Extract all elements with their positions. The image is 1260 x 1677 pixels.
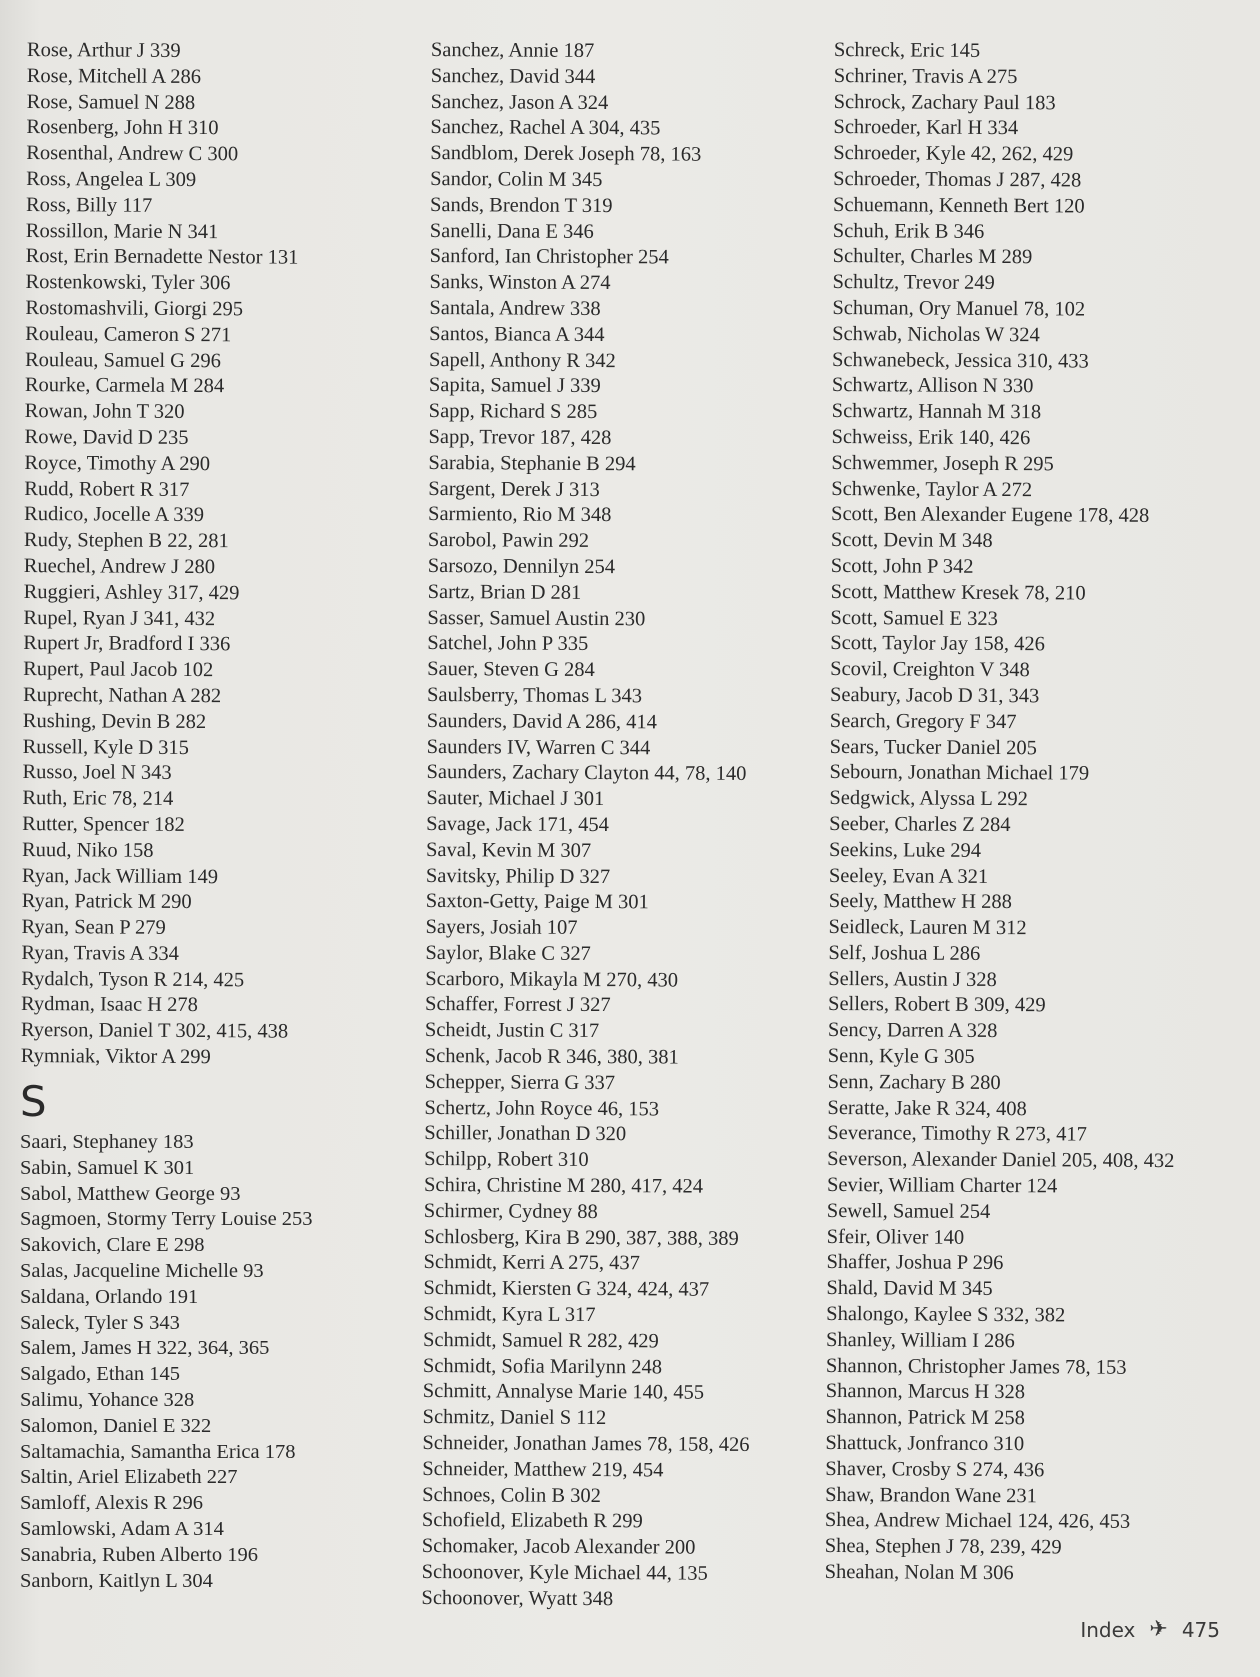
index-entry: Seekins, Luke 294	[828, 838, 982, 862]
index-entry: Russell, Kyle D 315	[22, 735, 190, 759]
index-entry: Shattuck, Jonfranco 310	[825, 1432, 1025, 1456]
index-entry: Sasser, Samuel Austin 230	[427, 606, 646, 630]
index-entry: Schmitt, Annalyse Marie 140, 455	[422, 1380, 705, 1405]
index-entry: Sewell, Samuel 254	[826, 1199, 991, 1223]
index-column-3	[825, 38, 1224, 1588]
index-column-1-s-section	[20, 1130, 400, 1594]
index-entry: Rose, Mitchell A 286	[26, 64, 202, 88]
index-entry: Seeley, Evan A 321	[828, 864, 989, 888]
index-entry: Rouleau, Samuel G 296	[24, 348, 221, 372]
index-entry: Savitsky, Philip D 327	[425, 864, 611, 888]
index-entry: Shea, Andrew Michael 124, 426, 453	[824, 1509, 1131, 1534]
index-entry: Saari, Stephaney 183	[20, 1131, 194, 1153]
index-entry: Scott, Devin M 348	[830, 529, 993, 553]
index-entry: Schulter, Charles M 289	[832, 245, 1033, 269]
index-entry: Rouleau, Cameron S 271	[25, 322, 232, 347]
index-entry: Rourke, Carmela M 284	[24, 374, 225, 398]
index-column-1	[21, 38, 407, 1072]
index-entry: Rudd, Robert R 317	[24, 477, 190, 501]
index-entry: Ross, Angelea L 309	[26, 167, 197, 192]
index-entry: Sanford, Ian Christopher 254	[429, 245, 669, 269]
index-entry: Schirmer, Cydney 88	[423, 1199, 598, 1223]
index-entry: Ryan, Sean P 279	[21, 916, 166, 939]
page-number: 475	[1181, 1618, 1220, 1642]
index-entry: Schilpp, Robert 310	[424, 1148, 589, 1172]
index-entry: Rose, Samuel N 288	[26, 90, 196, 114]
index-entry: Rowan, John T 320	[24, 400, 185, 424]
index-entry: Severance, Timothy R 273, 417	[827, 1122, 1088, 1147]
index-entry: Shaffer, Joshua P 296	[826, 1251, 1004, 1275]
airplane-icon: ✈︎	[1149, 1617, 1168, 1642]
index-entry: Saxton-Getty, Paige M 301	[425, 890, 649, 914]
index-entry: Sanelli, Dana E 346	[429, 219, 594, 243]
index-entry: Schroeder, Kyle 42, 262, 429	[833, 142, 1074, 166]
index-entry: Scheidt, Justin C 317	[424, 1019, 600, 1043]
index-entry: Ruechel, Andrew J 280	[23, 554, 216, 579]
index-entry: Scott, Taylor Jay 158, 426	[830, 632, 1045, 656]
index-entry: Ryan, Patrick M 290	[21, 890, 192, 914]
index-entry: Rostenkowski, Tyler 306	[25, 271, 231, 295]
index-entry: Schwab, Nicholas W 324	[832, 322, 1040, 347]
index-entry: Scovil, Creighton V 348	[830, 658, 1030, 682]
index-entry: Rupel, Ryan J 341, 432	[23, 606, 216, 630]
footer-section-label: Index	[1080, 1618, 1136, 1642]
index-entry: Sabin, Samuel K 301	[20, 1156, 195, 1179]
index-entry: Sevier, William Charter 124	[826, 1174, 1058, 1198]
index-entry: Schomaker, Jacob Alexander 200	[421, 1535, 696, 1559]
index-entry: Senn, Zachary B 280	[827, 1070, 1001, 1094]
index-entry: Schoonover, Kyle Michael 44, 135	[421, 1560, 708, 1585]
index-entry: Samloff, Alexis R 296	[20, 1492, 203, 1515]
index-entry: Rosenberg, John H 310	[26, 116, 219, 140]
index-entry: Rossillon, Marie N 341	[25, 219, 219, 243]
index-entry: Sfeir, Oliver 140	[826, 1225, 965, 1249]
index-entry: Schweiss, Erik 140, 426	[831, 425, 1031, 450]
index-entry: Shanley, William I 286	[825, 1328, 1015, 1352]
index-entry: Rupert, Paul Jacob 102	[23, 658, 214, 682]
index-entry: Schroeder, Karl H 334	[833, 116, 1019, 140]
index-entry: Sanborn, Kaitlyn L 304	[20, 1569, 213, 1592]
index-entry: Schmidt, Kiersten G 324, 424, 437	[423, 1277, 710, 1301]
index-entry: Schwartz, Allison N 330	[831, 374, 1034, 398]
index-entry: Ryan, Travis A 334	[21, 941, 180, 965]
index-entry: Shald, David M 345	[826, 1277, 993, 1301]
index-entry: Schultz, Trevor 249	[832, 271, 995, 295]
index-column-2	[421, 38, 811, 1614]
index-entry: Sarabia, Stephanie B 294	[428, 451, 636, 476]
index-entry: Ruggieri, Ashley 317, 429	[23, 580, 240, 605]
index-entry: Search, Gregory F 347	[829, 709, 1017, 733]
index-entry: Salimu, Yohance 328	[20, 1388, 195, 1411]
index-entry: Sebourn, Jonathan Michael 179	[829, 761, 1090, 785]
index-entry: Severson, Alexander Daniel 205, 408, 432	[827, 1148, 1175, 1173]
index-entry: Sarobol, Pawin 292	[427, 529, 590, 553]
index-entry: Schepper, Sierra G 337	[424, 1070, 616, 1095]
index-entry: Ryan, Jack William 149	[21, 864, 219, 888]
index-entry: Self, Joshua L 286	[828, 941, 981, 965]
index-entry: Shannon, Marcus H 328	[825, 1380, 1026, 1404]
index-entry: Santala, Andrew 338	[429, 296, 601, 321]
index-entry: Sears, Tucker Daniel 205	[829, 735, 1038, 759]
index-entry: Schmidt, Kyra L 317	[423, 1303, 596, 1327]
index-entry: Saltamachia, Samantha Erica 178	[20, 1440, 296, 1463]
index-entry: Sandor, Colin M 345	[430, 167, 603, 192]
page-footer	[1080, 1618, 1220, 1642]
index-entry: Rudy, Stephen B 22, 281	[23, 529, 229, 553]
index-entry: Rosenthal, Andrew C 300	[26, 142, 239, 166]
index-entry: Sanchez, Rachel A 304, 435	[430, 116, 661, 140]
index-entry: Schiller, Jonathan D 320	[424, 1122, 627, 1146]
index-entry: Saldana, Orlando 191	[20, 1285, 199, 1308]
index-entry: Shannon, Christopher James 78, 153	[825, 1354, 1127, 1379]
index-entry: Rupert Jr, Bradford I 336	[23, 632, 231, 656]
index-entry: Seely, Matthew H 288	[828, 890, 1012, 914]
index-entry: Rostomashvili, Giorgi 295	[25, 296, 244, 321]
index-entry: Saval, Kevin M 307	[425, 838, 592, 862]
index-entry: Sartz, Brian D 281	[427, 580, 582, 604]
index-entry: Schmidt, Kerri A 275, 437	[423, 1251, 640, 1275]
index-entry: Sapp, Trevor 187, 428	[428, 425, 612, 450]
index-entry: Scott, Ben Alexander Eugene 178, 428	[831, 503, 1150, 528]
index-entry: Schmitz, Daniel S 112	[422, 1406, 607, 1430]
index-entry: Sayers, Josiah 107	[425, 916, 578, 940]
index-entry: Schroeder, Thomas J 287, 428	[833, 167, 1082, 192]
index-entry: Schlosberg, Kira B 290, 387, 388, 389	[423, 1225, 739, 1250]
index-entry: Satchel, John P 335	[427, 632, 589, 656]
index-entry: Sellers, Robert B 309, 429	[828, 993, 1046, 1017]
index-entry: Shalongo, Kaylee S 332, 382	[826, 1303, 1066, 1327]
index-entry: Scott, Samuel E 323	[830, 606, 998, 630]
index-entry: Scarboro, Mikayla M 270, 430	[425, 967, 679, 992]
index-entry: Schertz, John Royce 46, 153	[424, 1096, 660, 1121]
index-entry: Saunders IV, Warren C 344	[426, 735, 651, 759]
index-entry: Ruth, Eric 78, 214	[22, 787, 174, 811]
index-entry: Salem, James H 322, 364, 365	[20, 1337, 270, 1360]
index-entry: Seeber, Charles Z 284	[829, 812, 1011, 836]
index-entry: Rymniak, Viktor A 299	[20, 1045, 211, 1069]
index-entry: Seratte, Jake R 324, 408	[827, 1096, 1027, 1120]
index-entry: Ross, Billy 117	[25, 193, 153, 217]
index-entry: Royce, Timothy A 290	[24, 451, 211, 475]
index-entry: Schenk, Jacob R 346, 380, 381	[424, 1045, 679, 1069]
index-entry: Sanchez, David 344	[430, 64, 596, 88]
index-entry: Schwemmer, Joseph R 295	[831, 451, 1054, 476]
index-entry: Sanchez, Jason A 324	[430, 90, 609, 114]
index-entry: Sapp, Richard S 285	[428, 400, 598, 424]
index-entry: Schaffer, Forrest J 327	[425, 993, 611, 1017]
index-entry: Schwanebeck, Jessica 310, 433	[831, 348, 1089, 373]
index-entry: Saleck, Tyler S 343	[20, 1311, 180, 1334]
index-entry: Schmidt, Sofia Marilynn 248	[422, 1354, 663, 1379]
index-entry: Ruud, Niko 158	[21, 838, 154, 862]
index-entry: Schofield, Elizabeth R 299	[421, 1509, 643, 1533]
index-entry: Sarmiento, Rio M 348	[428, 503, 612, 527]
index-entry: Sanks, Winston A 274	[429, 271, 611, 295]
index-entry: Sakovich, Clare E 298	[20, 1234, 205, 1257]
index-entry: Salas, Jacqueline Michelle 93	[20, 1259, 264, 1282]
index-entry: Rowe, David D 235	[24, 425, 189, 449]
index-entry: Salgado, Ethan 145	[20, 1363, 180, 1386]
index-entry: Schmidt, Samuel R 282, 429	[422, 1328, 659, 1353]
index-entry: Saunders, David A 286, 414	[426, 709, 657, 734]
index-entry: Schwenke, Taylor A 272	[831, 477, 1033, 501]
index-entry: Seabury, Jacob D 31, 343	[829, 683, 1040, 708]
index-entry: Schuh, Erik B 346	[832, 219, 985, 243]
index-entry: Scott, Matthew Kresek 78, 210	[830, 580, 1086, 605]
index-entry: Sapita, Samuel J 339	[428, 374, 601, 398]
index-entry: Sagmoen, Stormy Terry Louise 253	[20, 1208, 313, 1231]
index-entry: Rydalch, Tyson R 214, 425	[21, 967, 245, 992]
index-entry: Ruprecht, Nathan A 282	[22, 683, 222, 708]
index-entry: Shannon, Patrick M 258	[825, 1406, 1025, 1430]
index-entry: Santos, Bianca A 344	[429, 322, 605, 346]
index-entry: Sandblom, Derek Joseph 78, 163	[430, 142, 702, 166]
index-entry: Sargent, Derek J 313	[428, 477, 600, 501]
index-entry: Sedgwick, Alyssa L 292	[829, 787, 1028, 811]
index-entry: Schuemann, Kenneth Bert 120	[832, 193, 1085, 218]
index-entry: Schnoes, Colin B 302	[422, 1483, 601, 1507]
index-entry: Schriner, Travis A 275	[833, 64, 1018, 88]
index-entry: Schneider, Jonathan James 78, 158, 426	[422, 1432, 750, 1457]
index-entry: Sands, Brendon T 319	[429, 193, 613, 217]
index-entry: Shaw, Brandon Wane 231	[825, 1483, 1038, 1507]
index-entry: Saylor, Blake C 327	[425, 941, 591, 965]
section-letter: S	[19, 1076, 47, 1127]
index-entry: Ryerson, Daniel T 302, 415, 438	[20, 1019, 289, 1043]
index-entry: Rydman, Isaac H 278	[21, 993, 198, 1017]
index-entry: Saunders, Zachary Clayton 44, 78, 140	[426, 761, 747, 786]
index-entry: Rudico, Jocelle A 339	[24, 503, 205, 527]
index-entry: Senn, Kyle G 305	[827, 1045, 975, 1068]
index-entry: Rose, Arthur J 339	[26, 38, 181, 62]
index-entry: Rost, Erin Bernadette Nestor 131	[25, 245, 299, 270]
index-entry: Sapell, Anthony R 342	[428, 348, 616, 372]
index-entry: Saulsberry, Thomas L 343	[426, 683, 643, 708]
index-entry: Schira, Christine M 280, 417, 424	[423, 1174, 704, 1198]
index-entry: Samlowski, Adam A 314	[20, 1517, 224, 1540]
index-entry: Schneider, Matthew 219, 454	[422, 1457, 664, 1482]
index-entry: Sanabria, Ruben Alberto 196	[20, 1543, 258, 1566]
index-entry: Schuman, Ory Manuel 78, 102	[832, 296, 1086, 321]
index-entry: Rutter, Spencer 182	[22, 812, 185, 836]
index-entry: Schreck, Eric 145	[833, 38, 981, 62]
index-entry: Sheahan, Nolan M 306	[824, 1560, 1014, 1585]
index-entry: Sarsozo, Dennilyn 254	[427, 554, 616, 579]
index-entry: Schoonover, Wyatt 348	[421, 1586, 614, 1610]
index-entry: Sauer, Steven G 284	[427, 658, 595, 682]
index-entry: Seidleck, Lauren M 312	[828, 916, 1027, 940]
index-entry: Rushing, Devin B 282	[22, 709, 207, 733]
index-entry: Savage, Jack 171, 454	[426, 812, 610, 837]
index-entry: Sency, Darren A 328	[827, 1019, 998, 1043]
index-entry: Scott, John P 342	[830, 554, 974, 578]
index-entry: Salomon, Daniel E 322	[20, 1414, 212, 1437]
index-entry: Schrock, Zachary Paul 183	[833, 90, 1056, 114]
index-entry: Saltin, Ariel Elizabeth 227	[20, 1466, 238, 1489]
index-entry: Schwartz, Hannah M 318	[831, 400, 1042, 424]
index-entry: Shea, Stephen J 78, 239, 429	[824, 1535, 1062, 1559]
index-entry: Sellers, Austin J 328	[828, 967, 997, 991]
index-entry: Sabol, Matthew George 93	[20, 1182, 241, 1205]
index-entry: Sanchez, Annie 187	[430, 38, 595, 62]
index-entry: Shaver, Crosby S 274, 436	[825, 1457, 1045, 1482]
index-entry: Russo, Joel N 343	[22, 761, 172, 785]
index-entry: Sauter, Michael J 301	[426, 787, 605, 811]
